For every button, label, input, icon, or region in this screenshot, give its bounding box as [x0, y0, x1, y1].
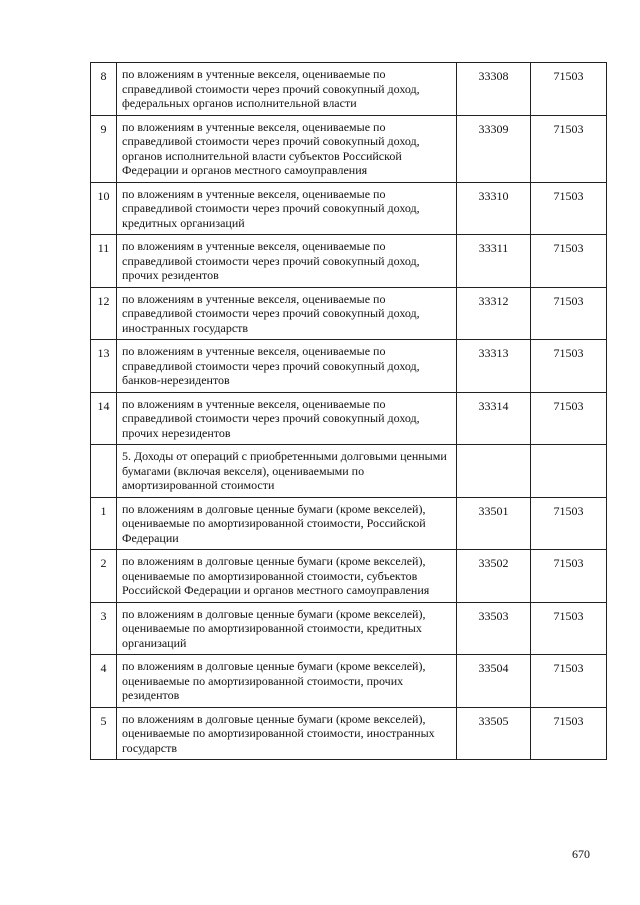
account-code-cell: 33308 — [457, 63, 531, 116]
symbol-code-cell: 71503 — [531, 115, 607, 182]
table-row — [91, 287, 607, 340]
table-row — [91, 497, 607, 550]
account-code-cell: 33312 — [457, 287, 531, 340]
document-page — [90, 62, 606, 760]
row-number-cell: 11 — [91, 235, 117, 288]
row-number-cell: 13 — [91, 340, 117, 393]
symbol-code-cell: 71503 — [531, 550, 607, 603]
row-number-cell: 4 — [91, 655, 117, 708]
table-row — [91, 115, 607, 182]
row-number-cell: 10 — [91, 182, 117, 235]
row-description-cell: по вложениям в учтенные векселя, оцениваемые по справедливой стоимости через прочий совокупный доход, прочих резидентов — [117, 235, 457, 288]
row-description-cell: по вложениям в долговые ценные бумаги (кроме векселей), оцениваемые по амортизированной стоимости, субъектов Российской Федерации и органов местного самоуправления — [117, 550, 457, 603]
account-code-cell: 33503 — [457, 602, 531, 655]
table-row — [91, 235, 607, 288]
symbol-code-cell: 71503 — [531, 340, 607, 393]
table-row — [91, 340, 607, 393]
account-code-cell: 33311 — [457, 235, 531, 288]
symbol-code-cell: 71503 — [531, 497, 607, 550]
row-number-cell: 3 — [91, 602, 117, 655]
account-code-cell: 33504 — [457, 655, 531, 708]
symbol-code-cell: 71503 — [531, 655, 607, 708]
account-code-cell: 33309 — [457, 115, 531, 182]
symbol-code-cell — [531, 445, 607, 498]
row-description-cell: по вложениям в учтенные векселя, оцениваемые по справедливой стоимости через прочий совокупный доход, банков-нерезидентов — [117, 340, 457, 393]
row-description-cell: по вложениям в долговые ценные бумаги (кроме векселей), оцениваемые по амортизированной стоимости, Российской Федерации — [117, 497, 457, 550]
row-description-cell: 5. Доходы от операций с приобретенными долговыми ценными бумагами (включая векселя), оцениваемыми по амортизированной стоимости — [117, 445, 457, 498]
account-code-cell: 33313 — [457, 340, 531, 393]
row-description-cell: по вложениям в долговые ценные бумаги (кроме векселей), оцениваемые по амортизированной стоимости, иностранных государств — [117, 707, 457, 760]
row-description-cell: по вложениям в учтенные векселя, оцениваемые по справедливой стоимости через прочий совокупный доход, федеральных органов исполнительной власти — [117, 63, 457, 116]
account-code-cell: 33314 — [457, 392, 531, 445]
page-number: 670 — [572, 847, 590, 861]
table-row — [91, 550, 607, 603]
table-row — [91, 445, 607, 498]
accounts-table — [90, 62, 607, 760]
row-description-cell: по вложениям в учтенные векселя, оцениваемые по справедливой стоимости через прочий совокупный доход, органов исполнительной власти субъектов Российской Федерации и органов местного самоуправления — [117, 115, 457, 182]
row-number-cell — [91, 445, 117, 498]
table-body — [91, 63, 607, 760]
row-number-cell: 5 — [91, 707, 117, 760]
row-number-cell: 2 — [91, 550, 117, 603]
row-description-cell: по вложениям в долговые ценные бумаги (кроме векселей), оцениваемые по амортизированной стоимости, кредитных организаций — [117, 602, 457, 655]
account-code-cell: 33501 — [457, 497, 531, 550]
table-row — [91, 707, 607, 760]
row-number-cell: 9 — [91, 115, 117, 182]
symbol-code-cell: 71503 — [531, 392, 607, 445]
row-description-cell: по вложениям в учтенные векселя, оцениваемые по справедливой стоимости через прочий совокупный доход, кредитных организаций — [117, 182, 457, 235]
table-row — [91, 392, 607, 445]
row-number-cell: 8 — [91, 63, 117, 116]
row-description-cell: по вложениям в долговые ценные бумаги (кроме векселей), оцениваемые по амортизированной стоимости, прочих резидентов — [117, 655, 457, 708]
table-row — [91, 655, 607, 708]
row-description-cell: по вложениям в учтенные векселя, оцениваемые по справедливой стоимости через прочий совокупный доход, прочих нерезидентов — [117, 392, 457, 445]
row-number-cell: 12 — [91, 287, 117, 340]
row-number-cell: 1 — [91, 497, 117, 550]
symbol-code-cell: 71503 — [531, 182, 607, 235]
symbol-code-cell: 71503 — [531, 707, 607, 760]
account-code-cell: 33502 — [457, 550, 531, 603]
table-row — [91, 63, 607, 116]
symbol-code-cell: 71503 — [531, 63, 607, 116]
account-code-cell: 33310 — [457, 182, 531, 235]
symbol-code-cell: 71503 — [531, 602, 607, 655]
row-number-cell: 14 — [91, 392, 117, 445]
table-row — [91, 602, 607, 655]
symbol-code-cell: 71503 — [531, 235, 607, 288]
row-description-cell: по вложениям в учтенные векселя, оцениваемые по справедливой стоимости через прочий совокупный доход, иностранных государств — [117, 287, 457, 340]
symbol-code-cell: 71503 — [531, 287, 607, 340]
account-code-cell — [457, 445, 531, 498]
account-code-cell: 33505 — [457, 707, 531, 760]
table-row — [91, 182, 607, 235]
